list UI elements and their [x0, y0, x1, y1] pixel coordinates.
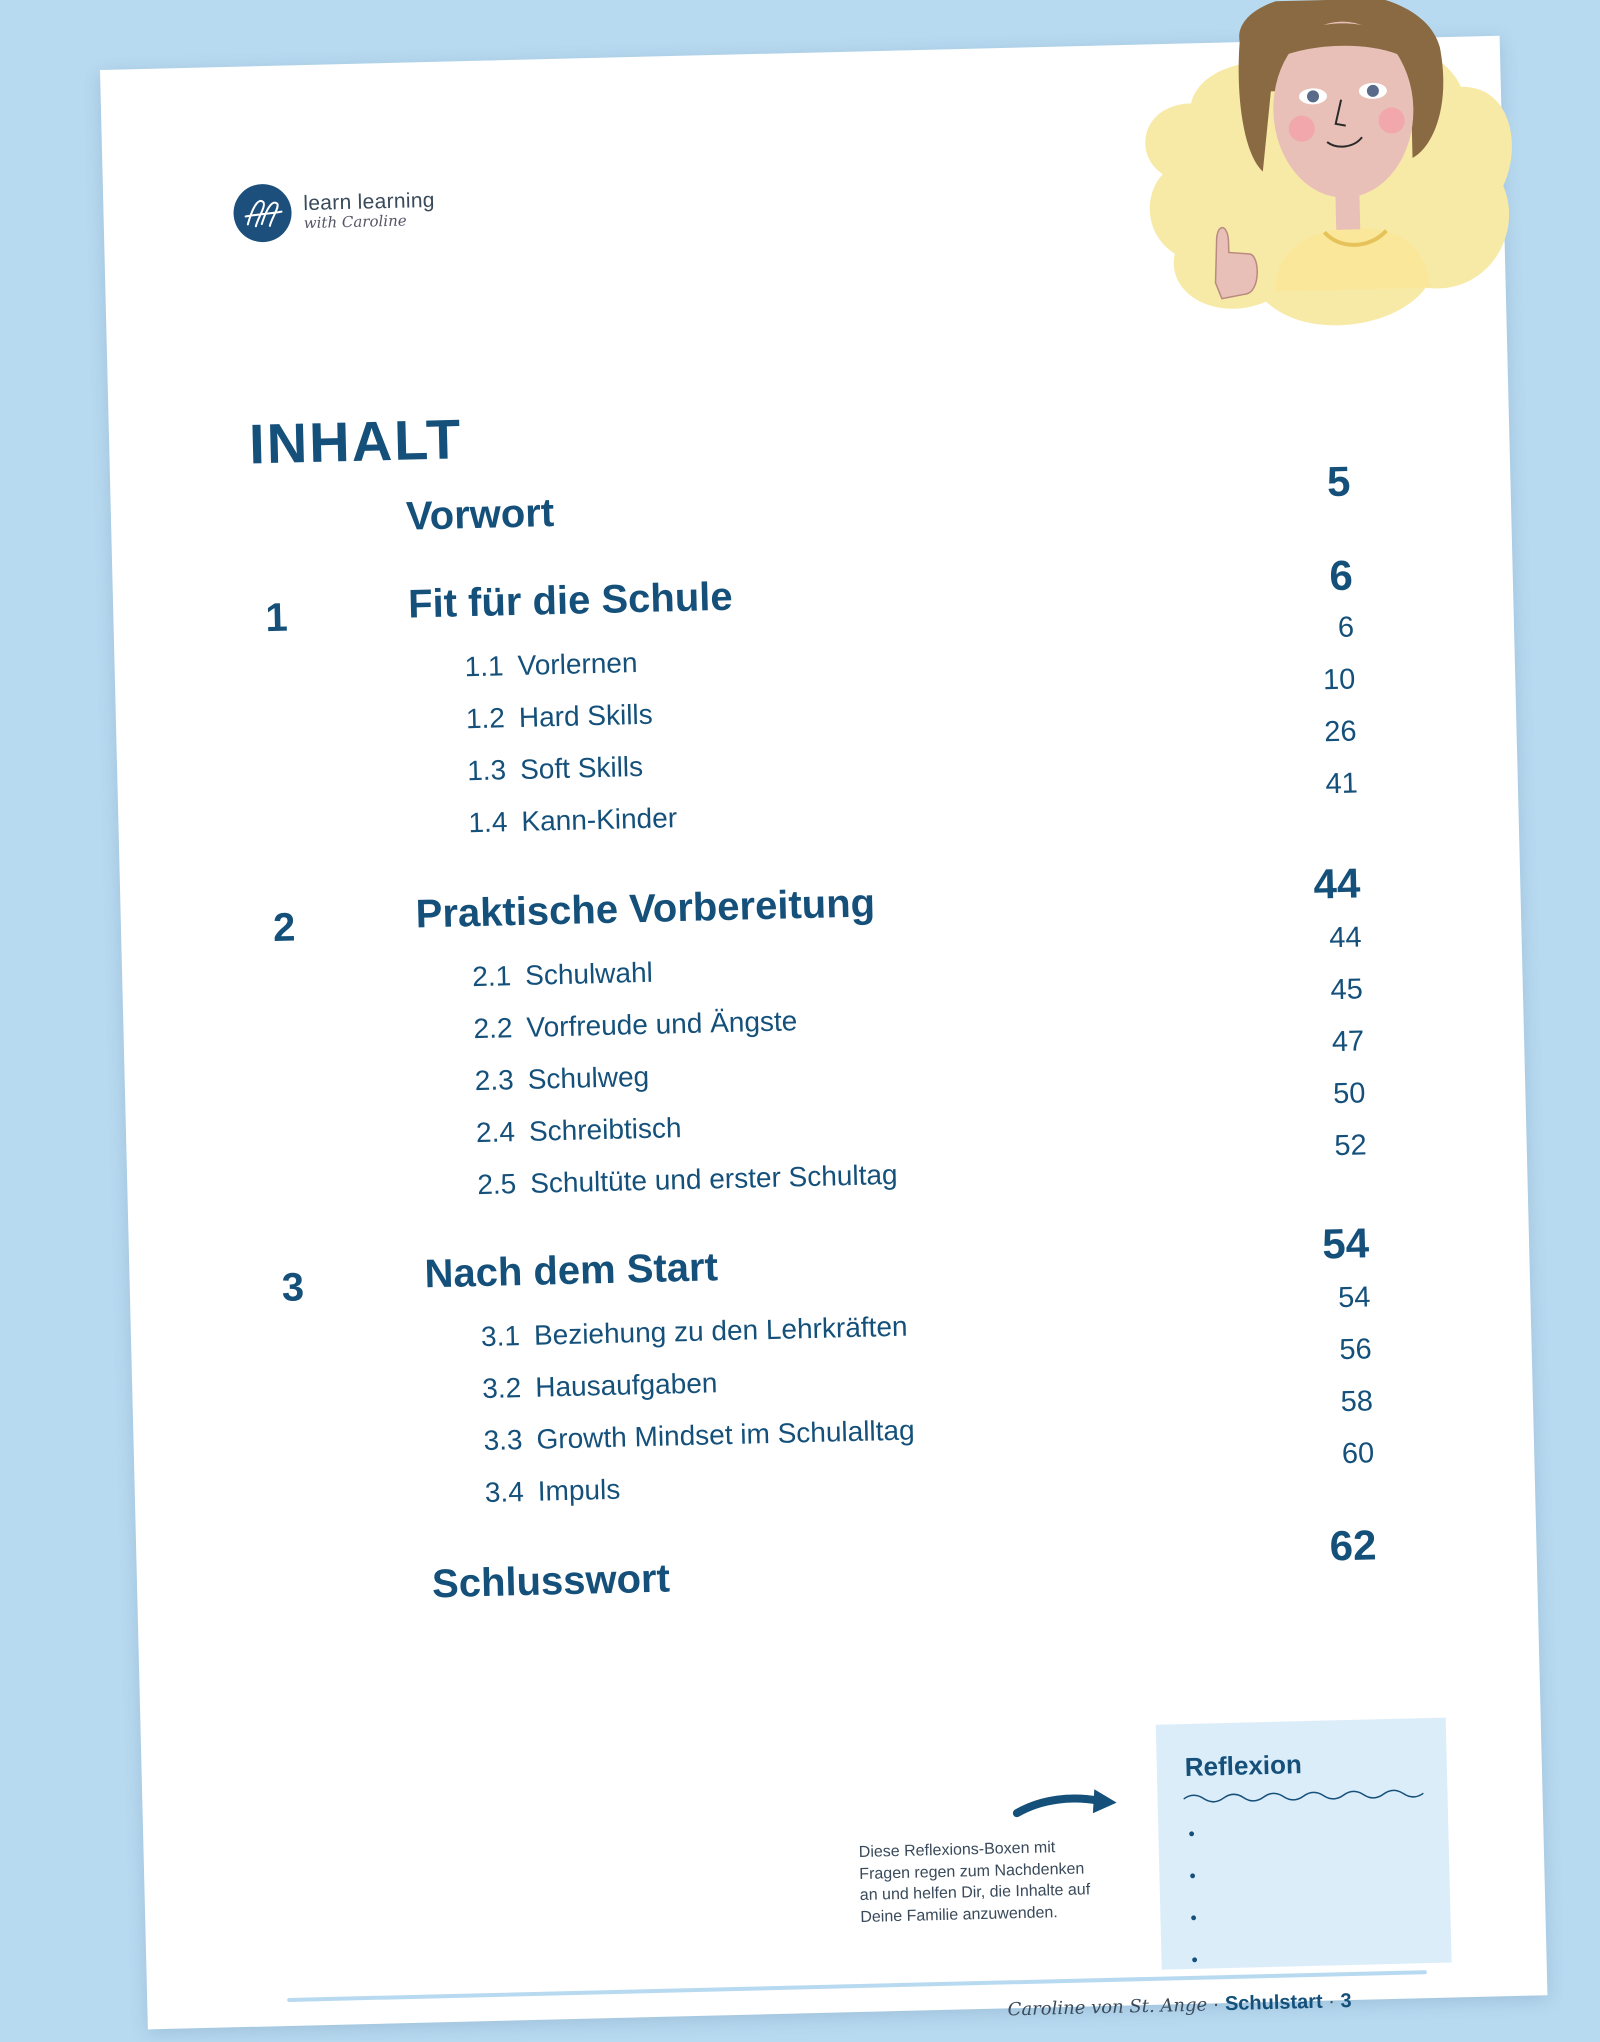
toc-page-chapter-1: 6 — [1328, 551, 1354, 600]
toc-entry-chapter-1[interactable]: Fit für die Schule — [407, 574, 734, 627]
section-number: 3.1 — [480, 1320, 521, 1353]
toc-page-preface: 5 — [1326, 457, 1351, 506]
toc-page-section-3-1: 54 — [1337, 1281, 1371, 1315]
footer-author: Caroline von St. Ange — [1007, 1994, 1208, 2021]
section-number: 3.4 — [484, 1476, 525, 1509]
section-label: Kann-Kinder — [521, 802, 678, 837]
section-number: 3.3 — [483, 1424, 523, 1457]
toc-entry-section-2-5[interactable] — [477, 1159, 898, 1201]
toc-entry-preface[interactable]: Vorwort — [405, 491, 555, 539]
section-label: Hausaufgaben — [534, 1367, 718, 1403]
toc-page-section-3-4: 60 — [1341, 1437, 1375, 1471]
toc-title: INHALT — [248, 407, 464, 476]
logo-text — [303, 189, 435, 232]
toc-entry-epilogue[interactable]: Schlusswort — [431, 1556, 671, 1607]
logo-mark-icon — [233, 183, 292, 242]
toc-page-section-3-2: 56 — [1338, 1333, 1373, 1367]
footer-separator: · — [1327, 1990, 1336, 2013]
section-label: Hard Skills — [518, 698, 654, 733]
reflexion-bullet: • — [1188, 1823, 1195, 1844]
reflexion-bullet: • — [1190, 1907, 1198, 1928]
section-label: Schulwahl — [524, 956, 654, 991]
section-number: 1.4 — [468, 806, 508, 839]
toc-entry-section-3-1[interactable] — [481, 1311, 908, 1353]
arrow-right-icon — [1012, 1781, 1123, 1824]
section-number: 2.1 — [471, 960, 512, 993]
toc-entry-section-2-3[interactable] — [474, 1061, 649, 1097]
toc-entry-section-2-2[interactable] — [473, 1005, 797, 1045]
toc-page-section-1-3: 26 — [1323, 715, 1357, 749]
chapter-number-3: 3 — [281, 1265, 305, 1310]
reflexion-bullet: • — [1189, 1865, 1197, 1886]
chapter-number-1: 1 — [264, 595, 289, 641]
toc-page-section-3-3: 58 — [1340, 1385, 1374, 1419]
reflexion-bullet: • — [1191, 1949, 1199, 1970]
toc-entry-section-3-4[interactable] — [484, 1474, 620, 1509]
page-footer — [1007, 1990, 1352, 2021]
toc-page-epilogue: 62 — [1329, 1521, 1377, 1570]
section-number: 1.2 — [465, 702, 506, 735]
section-number: 3.2 — [481, 1372, 522, 1405]
toc-page-section-1-2: 10 — [1322, 663, 1356, 697]
toc-page-section-2-4: 50 — [1332, 1077, 1366, 1111]
toc-entry-chapter-2[interactable]: Praktische Vorbereitung — [415, 881, 876, 937]
toc-page-section-2-3: 47 — [1331, 1025, 1365, 1059]
section-label: Beziehung zu den Lehrkräften — [533, 1310, 908, 1351]
toc-entry-section-1-1[interactable] — [464, 647, 638, 683]
section-label: Vorfreude und Ängste — [526, 1005, 798, 1043]
toc-page-section-2-5: 52 — [1334, 1129, 1368, 1163]
section-number: 2.3 — [474, 1064, 515, 1097]
reflexion-title: Reflexion — [1184, 1749, 1303, 1782]
section-label: Soft Skills — [519, 750, 644, 785]
section-number: 2.4 — [475, 1116, 516, 1149]
logo-line-1: learn learning — [303, 188, 436, 216]
toc-entry-chapter-3[interactable]: Nach dem Start — [423, 1245, 719, 1297]
logo-line-2: with Caroline — [303, 211, 407, 233]
reflexion-explanation-note: Diese Reflexions-Boxen mit Fragen regen zum Nachdenken an und helfen Dir, die Inhalte auf Deine Familie anzuwenden. — [858, 1839, 1091, 1926]
section-number: 2.2 — [473, 1012, 513, 1045]
toc-page-chapter-3: 54 — [1321, 1219, 1370, 1268]
toc-entry-section-2-1[interactable] — [472, 957, 653, 993]
section-label: Impuls — [537, 1473, 621, 1507]
toc-entry-section-1-3[interactable] — [467, 751, 644, 787]
toc-page-section-1-4: 41 — [1325, 767, 1359, 801]
toc-page-section-1-1: 6 — [1337, 611, 1355, 644]
section-label: Growth Mindset im Schulalltag — [536, 1414, 915, 1455]
section-number: 2.5 — [476, 1168, 517, 1201]
section-label: Vorlernen — [517, 647, 638, 681]
section-number: 1.3 — [466, 754, 507, 787]
toc-page-chapter-2: 44 — [1312, 859, 1361, 908]
toc-entry-section-1-2[interactable] — [466, 699, 653, 736]
wavy-underline — [1183, 1786, 1423, 1806]
section-number: 1.1 — [464, 650, 504, 683]
footer-page-number: 3 — [1340, 1990, 1352, 2013]
toc-entry-section-1-4[interactable] — [468, 802, 677, 839]
section-label: Schreibtisch — [528, 1112, 682, 1147]
section-label: Schultüte und erster Schultag — [529, 1158, 898, 1199]
toc-entry-section-3-2[interactable] — [482, 1367, 718, 1405]
footer-book-title: Schulstart — [1224, 1990, 1323, 2016]
toc-page-section-2-1: 44 — [1328, 921, 1362, 955]
reflexion-box — [1156, 1718, 1452, 1970]
toc-page-section-2-2: 45 — [1330, 973, 1364, 1007]
chapter-number-2: 2 — [272, 905, 296, 951]
toc-entry-section-3-3[interactable] — [483, 1415, 915, 1458]
girl-thumbs-up-illustration — [1119, 0, 1528, 390]
section-label: Schulweg — [527, 1060, 650, 1095]
brand-logo — [233, 180, 436, 243]
toc-entry-section-2-4[interactable] — [476, 1112, 682, 1149]
document-page — [100, 36, 1547, 2030]
footer-separator: · — [1212, 1993, 1220, 2016]
